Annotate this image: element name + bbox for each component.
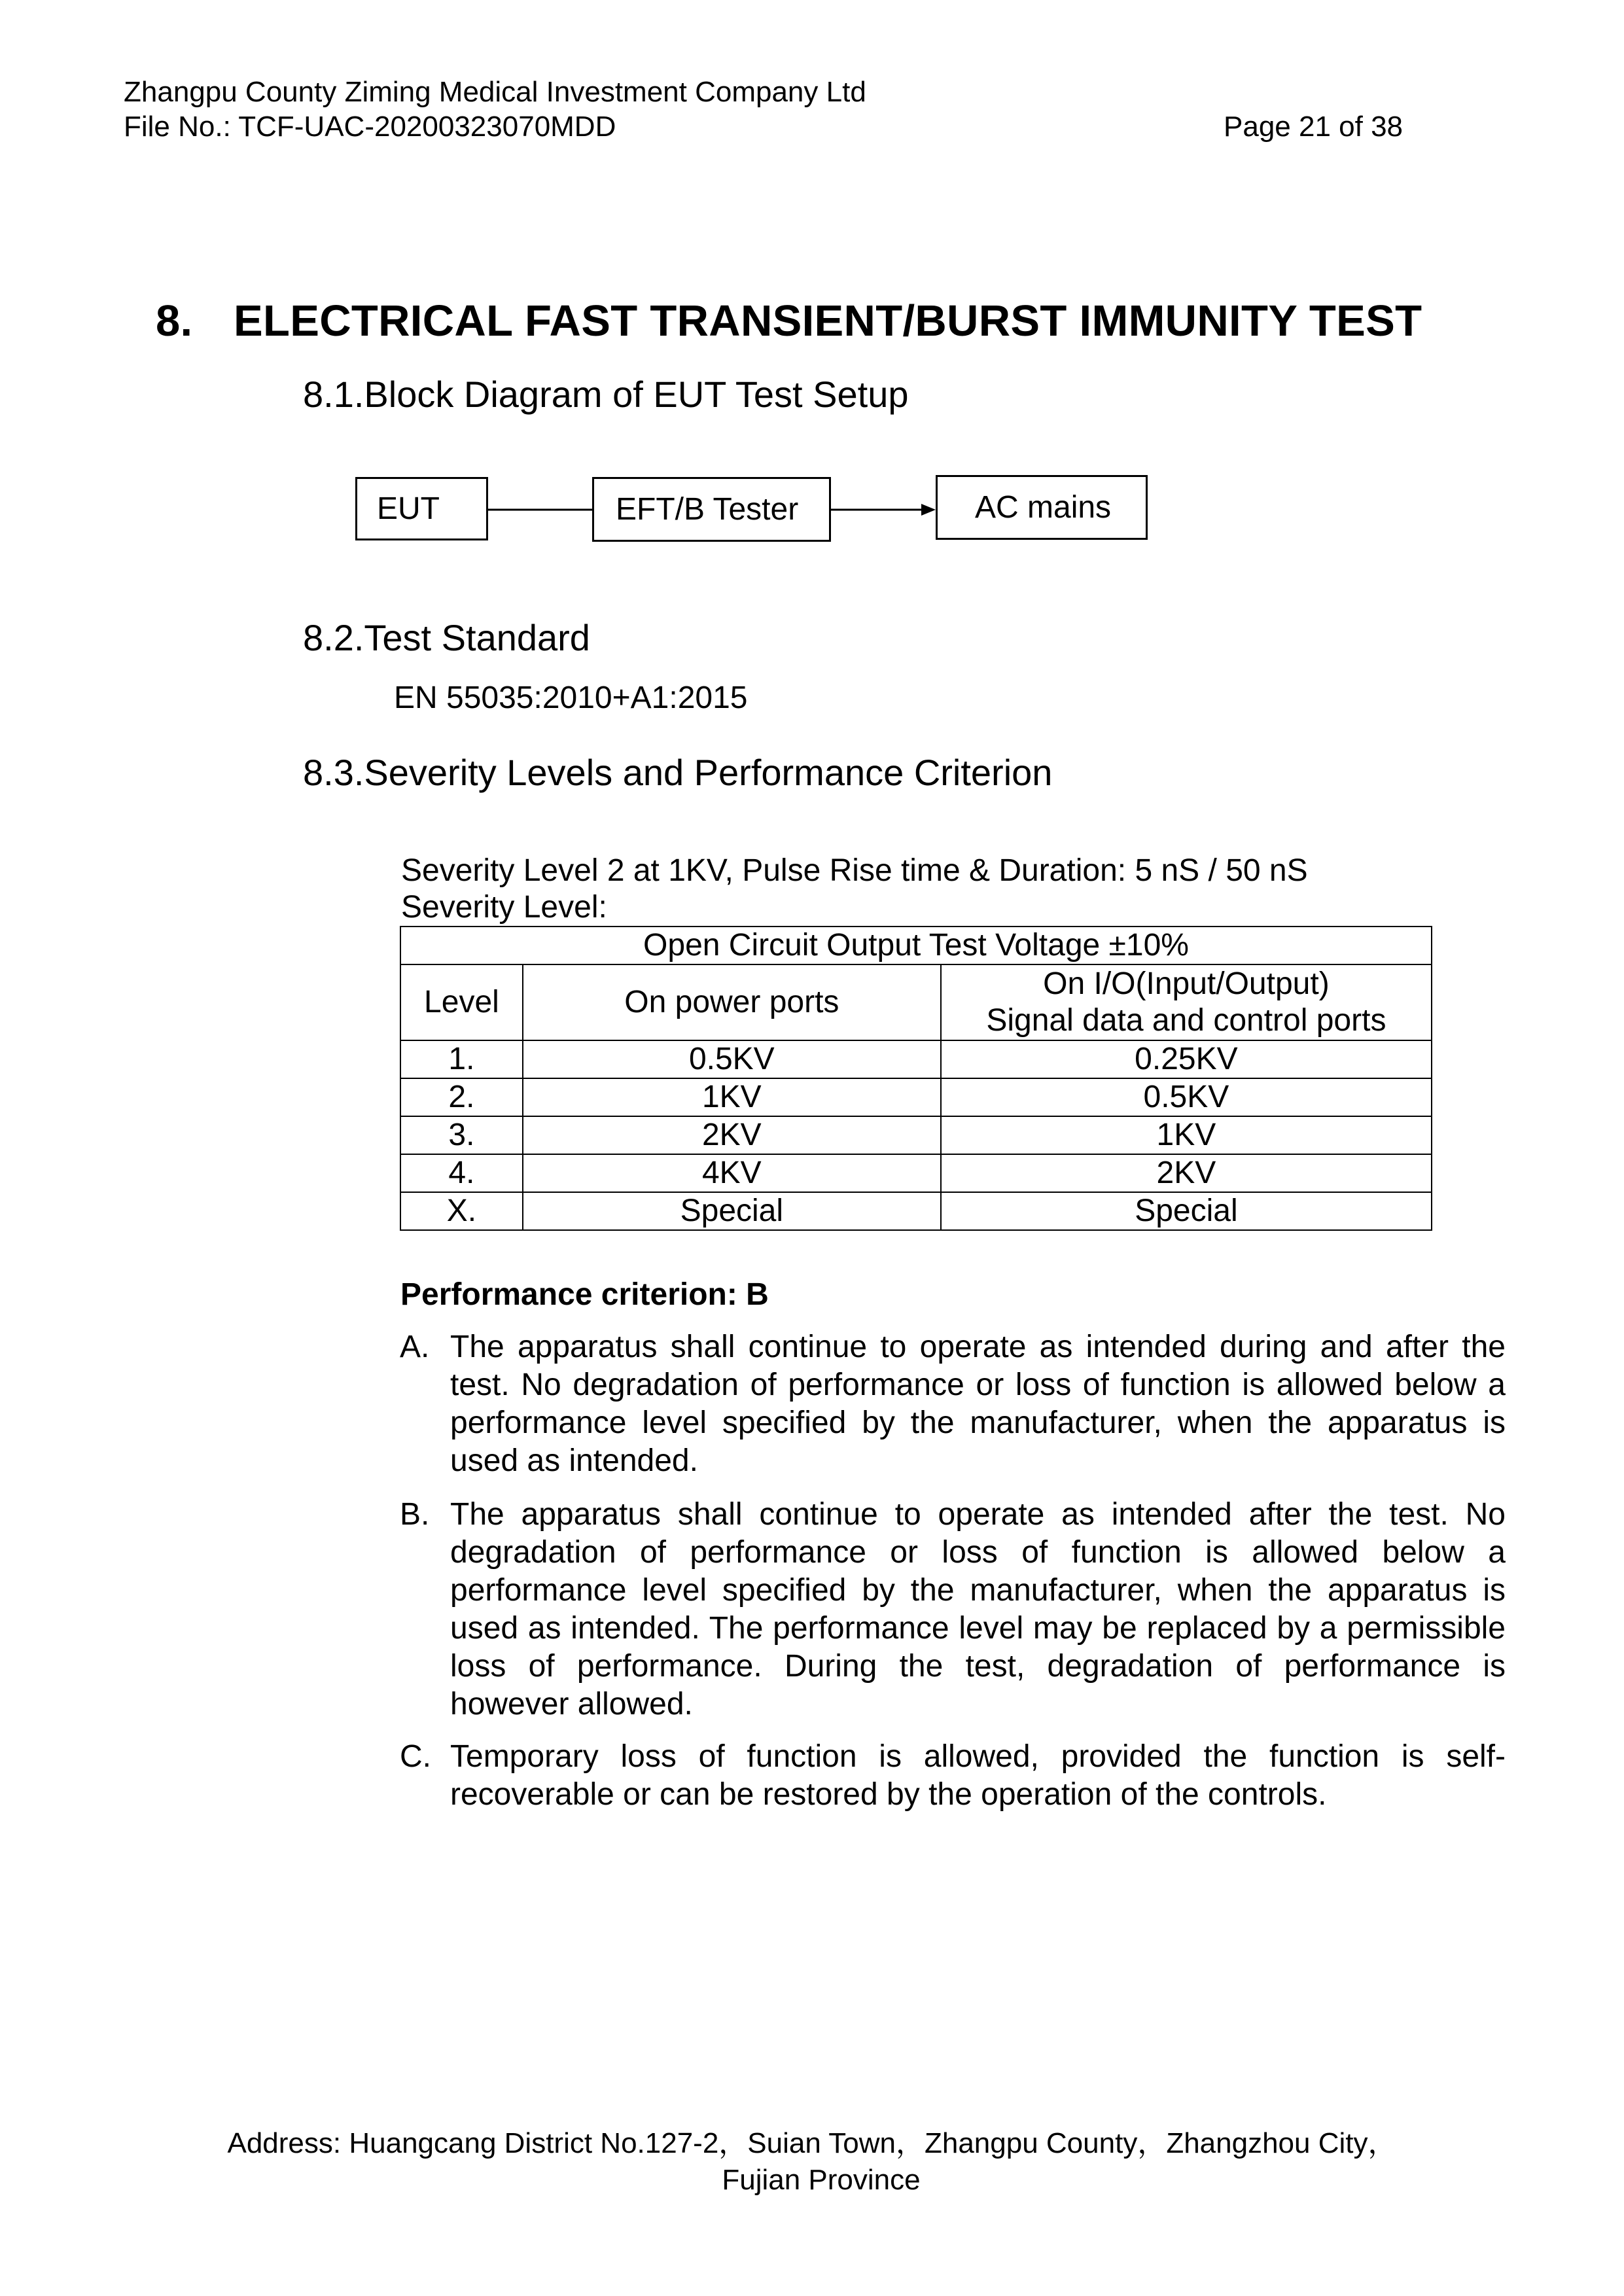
header-io-ports (941, 964, 1432, 1040)
criterion-letter: B. (400, 1497, 430, 1532)
criterion-item-b (400, 1496, 1506, 1723)
table-row (400, 1154, 1432, 1192)
table-row (400, 1116, 1432, 1154)
criterion-text: Temporary loss of function is allowed, provided the function is self-recoverable or can be restored by the operation of the controls. (450, 1739, 1506, 1812)
diagram-box-eft-tester (592, 477, 831, 542)
severity-level-description: Severity Level 2 at 1KV, Pulse Rise time & Duration: 5 nS / 50 nS (401, 853, 1308, 888)
header-company: Zhangpu County Ziming Medical Investment Company Ltd (124, 76, 866, 108)
table-header-row (400, 964, 1432, 1040)
header-io-line1: On I/O(Input/Output) (1043, 966, 1330, 1001)
diagram-box-eft-tester-label: EFT/B Tester (616, 492, 799, 527)
subsection-severity-title: 8.3.Severity Levels and Performance Criterion (303, 752, 1053, 793)
cell-io: 0.5KV (941, 1078, 1432, 1116)
performance-criterion-heading: Performance criterion: B (400, 1277, 769, 1312)
section-number: 8. (156, 296, 193, 345)
cell-power: 1KV (523, 1078, 941, 1116)
test-standard-value: EN 55035:2010+A1:2015 (394, 680, 748, 715)
header-level: Level (400, 964, 523, 1040)
table-row (400, 1078, 1432, 1116)
diagram-box-ac-mains-label: AC mains (975, 490, 1112, 525)
cell-io: Special (941, 1192, 1432, 1230)
cell-power: 4KV (523, 1154, 941, 1192)
criterion-text: The apparatus shall continue to operate as intended during and after the test. No degradation of performance or loss of function is allowed below a performance level specified by the manufacturer, when the apparatus is used as intended. (450, 1330, 1506, 1478)
section-title: ELECTRICAL FAST TRANSIENT/BURST IMMUNITY TEST (234, 296, 1422, 345)
table-caption: Open Circuit Output Test Voltage ±10% (400, 927, 1432, 964)
diagram-box-ac-mains (936, 475, 1148, 540)
cell-level: X. (400, 1192, 523, 1230)
subsection-block-diagram-title: 8.1.Block Diagram of EUT Test Setup (303, 374, 909, 415)
table-row (400, 1192, 1432, 1230)
table-caption-row (400, 927, 1432, 964)
criterion-letter: C. (400, 1739, 431, 1774)
footer-address-province: Fujian Province (722, 2164, 921, 2196)
arrow-head-icon (921, 504, 936, 516)
criterion-item-c (400, 1738, 1506, 1814)
cell-level: 1. (400, 1040, 523, 1078)
severity-level-label: Severity Level: (401, 890, 607, 925)
diagram-box-eut (355, 477, 488, 540)
header-io-line2: Signal data and control ports (986, 1003, 1386, 1038)
severity-table (400, 926, 1432, 1231)
cell-io: 2KV (941, 1154, 1432, 1192)
cell-level: 2. (400, 1078, 523, 1116)
header-file-number: File No.: TCF-UAC-20200323070MDD (124, 111, 616, 143)
cell-level: 3. (400, 1116, 523, 1154)
header-power-ports: On power ports (523, 964, 941, 1040)
cell-level: 4. (400, 1154, 523, 1192)
header-page-number: Page 21 of 38 (1224, 111, 1403, 143)
footer-address-line1: Address: Huangcang District No.127-2，Suian Town，Zhangpu County，Zhangzhou City， (227, 2127, 1397, 2159)
criterion-letter: A. (400, 1330, 430, 1364)
criterion-item-a (400, 1328, 1506, 1480)
cell-power: 0.5KV (523, 1040, 941, 1078)
footer-address-line2 (0, 2162, 1624, 2199)
subsection-test-standard-title: 8.2.Test Standard (303, 617, 590, 658)
table-row (400, 1040, 1432, 1078)
cell-io: 1KV (941, 1116, 1432, 1154)
cell-power: Special (523, 1192, 941, 1230)
cell-power: 2KV (523, 1116, 941, 1154)
cell-io: 0.25KV (941, 1040, 1432, 1078)
diagram-box-eut-label: EUT (377, 491, 440, 526)
criterion-text: The apparatus shall continue to operate as intended after the test. No degradation of performance or loss of function is allowed below a performance level specified by the manufacturer, when the apparatus is used as intended. The performance level may be replaced by a permissible loss of performance. During the test, degradation of performance is however allowed. (450, 1497, 1506, 1722)
